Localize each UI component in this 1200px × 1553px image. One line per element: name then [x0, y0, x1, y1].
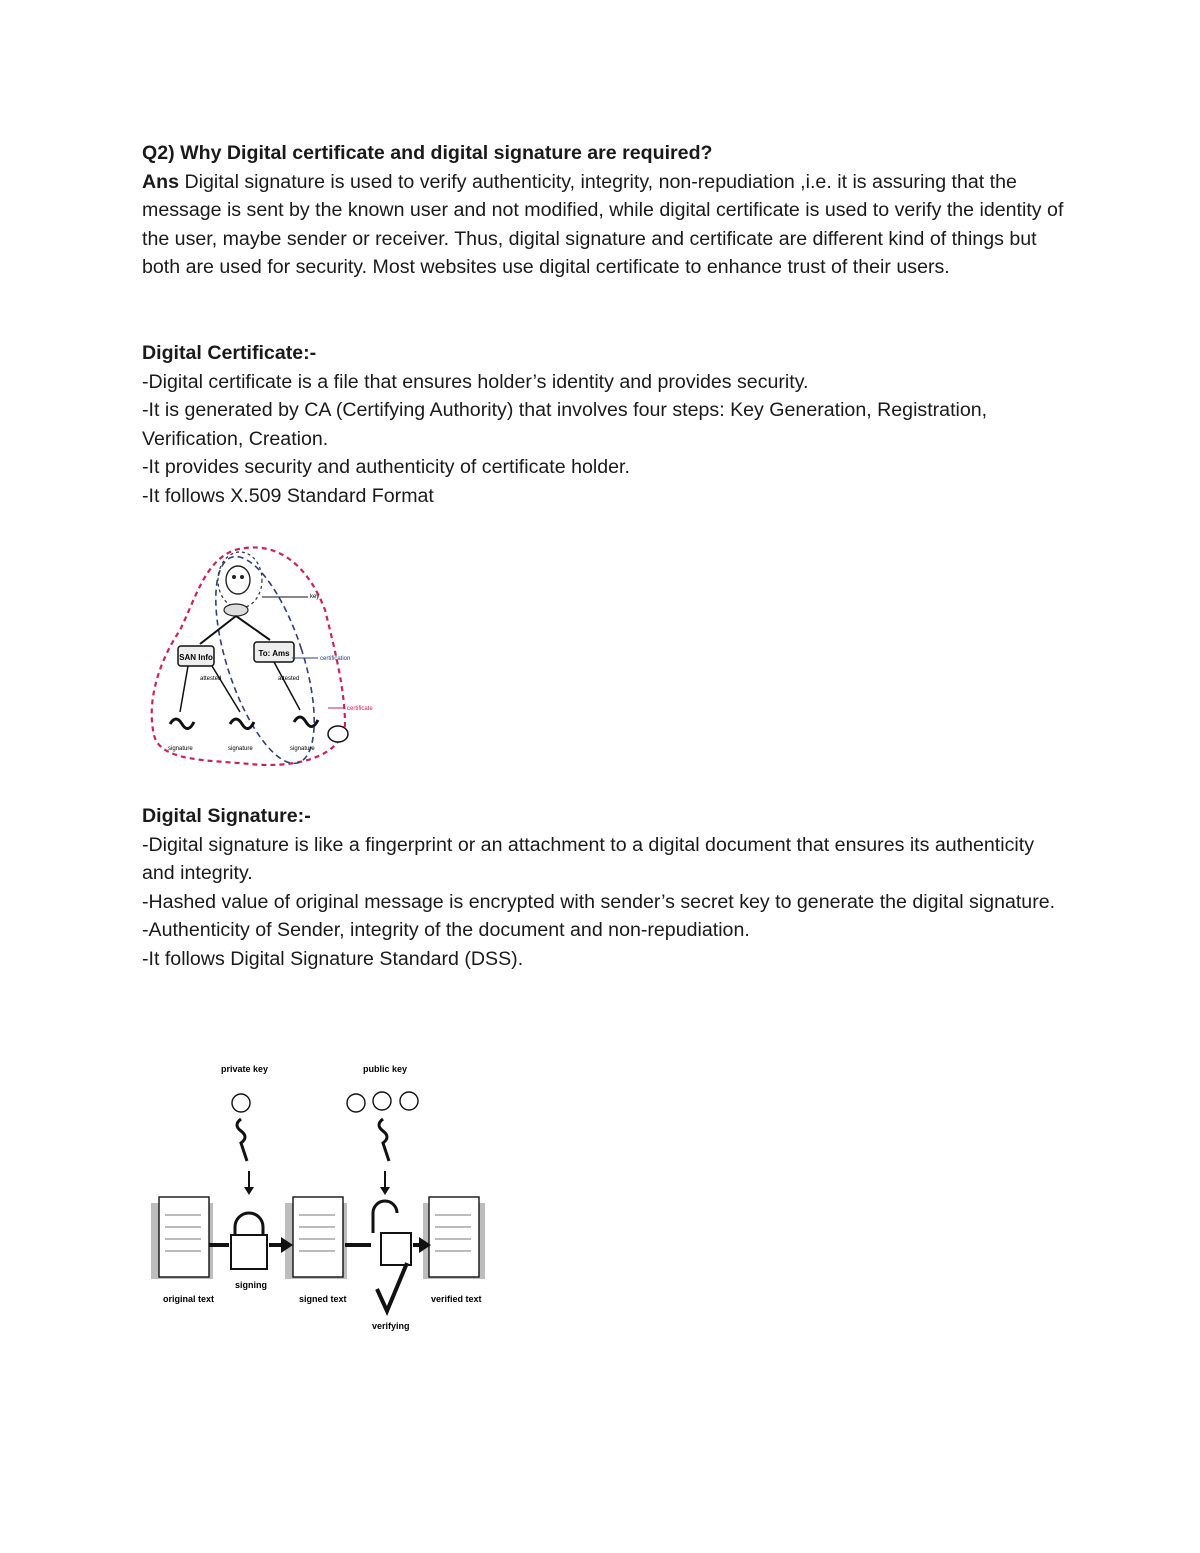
signature-label-1: signature: [168, 746, 193, 752]
verifying-label: verifying: [372, 1321, 410, 1331]
public-face-icon-3: [400, 1092, 418, 1110]
question-block: [142, 139, 1072, 282]
answer-text: Digital signature is used to verify authenticity, integrity, non-repudiation ,i.e. it is assuring that the message is sent by the known user and not modified, while digital certificate is used to verify the identity of the user, maybe sender or receiver. Thus, digital signature and certificate are different kind of things but both are used for security. Most websites use digital certificate to enhance trust of their users.: [142, 170, 1064, 279]
signature-2-icon: [230, 719, 254, 729]
question-title: Q2) Why Digital certificate and digital signature are required?: [142, 142, 713, 164]
certificate-point: -It is generated by CA (Certifying Authority) that involves four steps: Key Generation, Registration, Verification, Creation.: [142, 399, 988, 450]
signing-label: signing: [235, 1280, 267, 1290]
signature-point: -Authenticity of Sender, integrity of the document and non-repudiation.: [142, 919, 750, 942]
verified-text-label: verified text: [431, 1294, 482, 1304]
key-label: key: [310, 594, 320, 600]
left-node-label: SAN Info: [179, 653, 213, 662]
verifying-lock-icon: [373, 1201, 397, 1233]
certificate-label: certificate: [347, 706, 373, 712]
private-key-icon: [237, 1119, 247, 1161]
original-text-icon: [159, 1197, 209, 1277]
certificate-point: -It follows X.509 Standard Format: [142, 484, 434, 507]
signature-heading: Digital Signature:-: [142, 805, 311, 827]
verified-text-icon: [429, 1197, 479, 1277]
right-node-label: To: Ams: [258, 649, 290, 658]
signature-process-diagram: [145, 1055, 495, 1340]
private-face-icon: [232, 1094, 250, 1112]
signature-1-icon: [170, 719, 194, 729]
root-node-icon: [226, 566, 250, 594]
right-arrow-label: attested: [278, 676, 300, 682]
checkmark-icon: [377, 1263, 407, 1311]
certificate-section: [142, 339, 1072, 511]
signature-point: -Digital signature is like a fingerprint or an attachment to a digital document that ensures its authenticity and integrity.: [142, 833, 1034, 885]
public-key-icon: [379, 1119, 389, 1161]
public-key-label: public key: [363, 1064, 408, 1074]
ans-label: Ans: [142, 170, 180, 193]
signature-point: -Hashed value of original message is encrypted with sender’s secret key to generate the digital signature.: [142, 890, 1056, 913]
original-text-label: original text: [163, 1294, 215, 1304]
signed-text-label: signed text: [299, 1294, 347, 1304]
certificate-heading: Digital Certificate:-: [142, 342, 317, 364]
signature-section: [142, 802, 1072, 974]
signed-text-icon: [293, 1197, 343, 1277]
certificate-point: -It provides security and authenticity of certificate holder.: [142, 456, 630, 479]
signature-label-2: signature: [228, 746, 253, 752]
private-key-label: private key: [221, 1064, 269, 1074]
public-face-icon-2: [373, 1092, 391, 1110]
certificate-diagram: [140, 540, 400, 772]
signature-label-3: signature: [290, 746, 315, 752]
left-arrow-label: attested: [200, 676, 222, 682]
root-key-icon: [224, 604, 248, 616]
certification-label: certification: [320, 656, 351, 662]
signature-point: -It follows Digital Signature Standard (DSS).: [142, 947, 524, 970]
certificate-seal-icon: [328, 726, 348, 742]
public-face-icon-1: [347, 1094, 365, 1112]
answer-paragraph: [142, 168, 1072, 282]
certificate-point: -Digital certificate is a file that ensures holder’s identity and provides security.: [142, 370, 809, 393]
